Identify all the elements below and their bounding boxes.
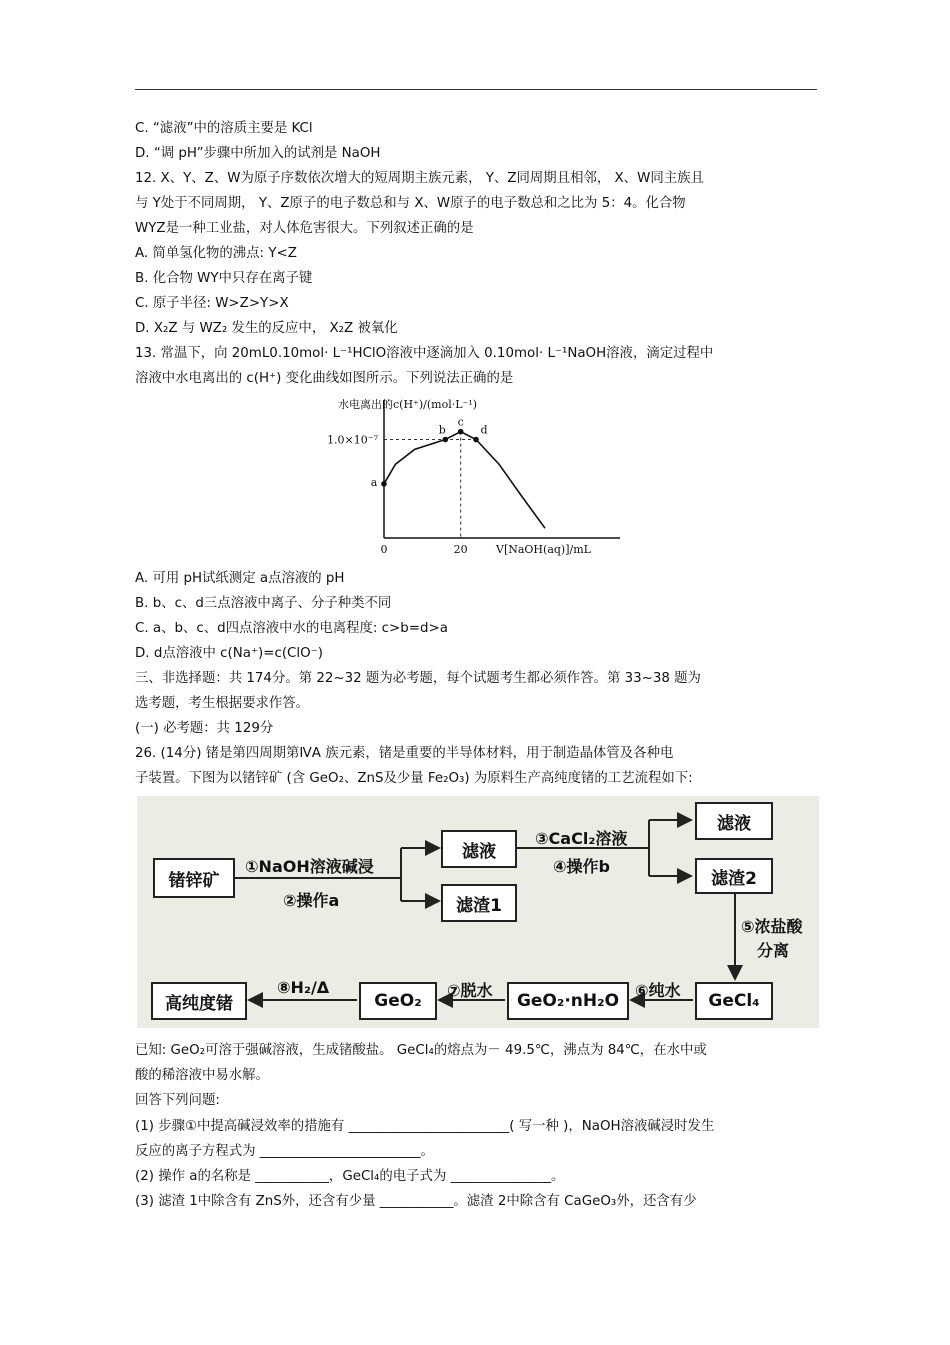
titration-curve xyxy=(384,432,545,529)
q12-option-d: D. X₂Z 与 WZ₂ 发生的反应中， X₂Z 被氧化 xyxy=(135,321,398,336)
label-step-1: ①NaOH溶液碱浸 xyxy=(245,857,374,876)
known-info-1: 已知: GeO₂可溶于强碱溶液，生成锗酸盐。 GeCl₄的熔点为－ 49.5℃，沸点为 84℃，在水中或 xyxy=(135,1043,707,1058)
sub-question-2: (2) 操作 a的名称是 ___________，GeCl₄的电子式为 _______________。 xyxy=(135,1169,565,1184)
section-three-2: 选考题，考生根据要求作答。 xyxy=(135,696,310,711)
q26-stem-2: 子装置。下图为以锗锌矿 (含 GeO₂、ZnS及少量 Fe₂O₃) 为原料生产高纯度锗的工艺流程如下: xyxy=(135,771,693,786)
q13-option-a: A. 可用 pH试纸测定 a点溶液的 pH xyxy=(135,571,345,586)
point-label-c: c xyxy=(457,415,464,429)
label-step-8: ⑧H₂/Δ xyxy=(277,978,330,997)
box-pure-germanium: 高纯度锗 xyxy=(151,982,247,1020)
sub-question-1b: 反应的离子方程式为 ________________________。 xyxy=(135,1144,434,1159)
known-info-2: 酸的稀溶液中易水解。 xyxy=(135,1068,269,1083)
point-label-a: a xyxy=(370,475,378,489)
q13-stem-2: 溶液中水电离出的 c(H⁺) 变化曲线如图所示。下列说法正确的是 xyxy=(135,371,514,386)
q13-option-b: B. b、c、d三点溶液中离子、分子种类不同 xyxy=(135,596,392,611)
sub-question-1a: (1) 步骤①中提高碱浸效率的措施有 ________________________( 写一种 )，NaOH溶液碱浸时发生 xyxy=(135,1119,715,1134)
box-ore: 锗锌矿 xyxy=(153,858,235,898)
label-step-6: ⑥纯水 xyxy=(635,981,681,1000)
q12-stem-1: 12. X、Y、Z、W为原子序数依次增大的短周期主族元素， Y、Z同周期且相邻， X、W同主族且 xyxy=(135,171,704,186)
header-rule xyxy=(135,89,817,90)
process-flowchart xyxy=(137,796,819,1028)
box-geo2: GeO₂ xyxy=(359,982,437,1020)
q12-stem-2: 与 Y处于不同周期， Y、Z原子的电子数总和与 X、W原子的电子数总和之比为 5：4。化合物 xyxy=(135,196,686,211)
q12-option-c: C. 原子半径: W>Z>Y>X xyxy=(135,296,289,311)
y-tick-label: 1.0×10⁻⁷ xyxy=(327,433,378,447)
q26-stem-1: 26. (14分) 锗是第四周期第ⅣA 族元素，锗是重要的半导体材料，用于制造晶体管及各种电 xyxy=(135,746,674,761)
box-filtrate-2: 滤液 xyxy=(695,802,773,840)
point-d xyxy=(473,437,479,443)
option-c-q11: C. “滤液”中的溶质主要是 KCl xyxy=(135,121,313,136)
x-axis-label: V[NaOH(aq)]/mL xyxy=(496,543,591,556)
required-heading: (一) 必考题：共 129分 xyxy=(135,721,274,736)
box-residue-1: 滤渣1 xyxy=(441,884,517,922)
x-tick-0: 0 xyxy=(380,543,388,556)
sub-question-3: (3) 滤渣 1中除含有 ZnS外，还含有少量 ___________。滤渣 2中除含有 CaGeO₃外，还含有少 xyxy=(135,1194,697,1209)
y-axis-label: 水电离出的c(H⁺)/(mol·L⁻¹) xyxy=(338,398,478,411)
label-step-2: ②操作a xyxy=(283,891,340,910)
answer-prompt: 回答下列问题: xyxy=(135,1093,220,1108)
option-d-q11: D. “调 pH”步骤中所加入的试剂是 NaOH xyxy=(135,146,381,161)
q13-option-c: C. a、b、c、d四点溶液中水的电离程度: c>b=d>a xyxy=(135,621,448,636)
q12-option-b: B. 化合物 WY中只存在离子键 xyxy=(135,271,313,286)
label-step-5a: ⑤浓盐酸 xyxy=(741,917,803,936)
point-a xyxy=(381,481,387,487)
box-hydrate: GeO₂·nH₂O xyxy=(507,982,629,1020)
q13-option-d: D. d点溶液中 c(Na⁺)=c(ClO⁻) xyxy=(135,646,323,661)
x-tick-20: 20 xyxy=(453,543,468,556)
point-label-b: b xyxy=(438,423,446,437)
point-c xyxy=(458,429,464,435)
q12-stem-3: WYZ是一种工业盐，对人体危害很大。下列叙述正确的是 xyxy=(135,221,474,236)
section-three-1: 三、非选择题：共 174分。第 22~32 题为必考题，每个试题考生都必须作答。第 33~38 题为 xyxy=(135,671,701,686)
box-residue-2: 滤渣2 xyxy=(695,858,773,894)
point-b xyxy=(443,437,449,443)
label-step-3: ③CaCl₂溶液 xyxy=(535,829,628,848)
label-step-7: ⑦脱水 xyxy=(447,981,493,1000)
label-step-4: ④操作b xyxy=(553,857,611,876)
q13-stem-1: 13. 常温下，向 20mL0.10mol· L⁻¹HClO溶液中逐滴加入 0.10mol· L⁻¹NaOH溶液，滴定过程中 xyxy=(135,346,714,361)
point-label-d: d xyxy=(480,423,488,437)
box-gecl4: GeCl₄ xyxy=(695,982,773,1020)
label-step-5b: 分离 xyxy=(757,941,790,960)
box-filtrate-1: 滤液 xyxy=(441,830,517,868)
titration-chart xyxy=(320,392,620,557)
q12-option-a: A. 简单氢化物的沸点: Y<Z xyxy=(135,246,297,261)
